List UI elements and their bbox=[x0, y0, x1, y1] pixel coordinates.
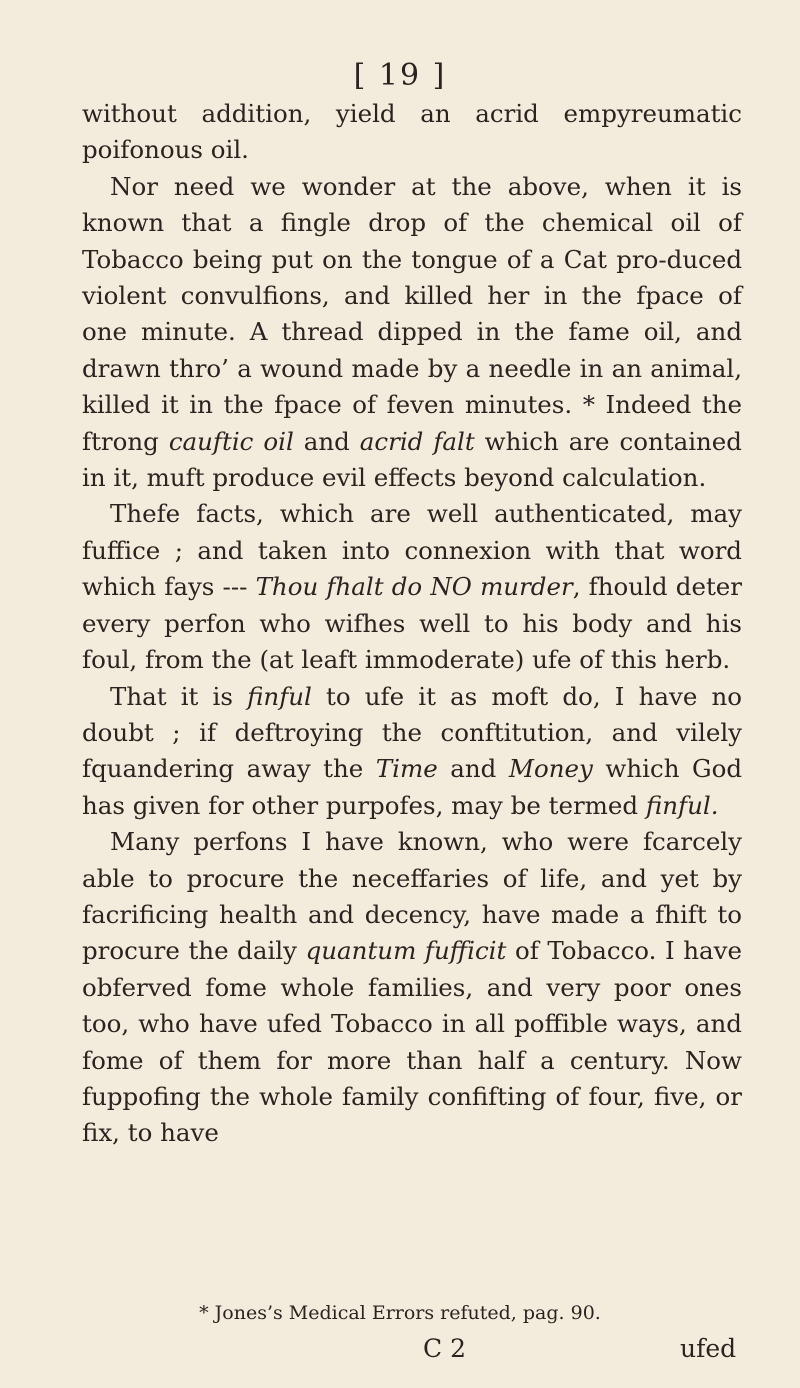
paragraph-5-seg-2: of Tobacco. I have obferved fome whole families, and very poor ones too, who have ufed Tobacco in all poffible ways, and fome of them for more than half a century. Now fuppofing the whole family confifting of four, five, or fix, to have bbox=[82, 936, 742, 1148]
signature-mark: C 2 bbox=[423, 1334, 466, 1363]
paragraph-2 bbox=[82, 169, 742, 497]
paragraph-3-seg-1: Thou fhalt do NO murder bbox=[255, 572, 573, 602]
paragraph-2-seg-2: and bbox=[293, 426, 360, 456]
paragraph-5-seg-0: Many perfons I have known, who were fcarcely able to procure the neceffaries of life, and yet by facrificing health and decency, have made a fhift to procure the daily bbox=[82, 827, 742, 966]
paragraph-4-seg-4: and bbox=[437, 754, 509, 784]
paragraph-4-seg-1: finful bbox=[247, 681, 312, 711]
paragraph-2-seg-3: acrid falt bbox=[359, 426, 475, 456]
paragraph-4-seg-5: Money bbox=[508, 754, 593, 784]
paragraph-1 bbox=[82, 96, 742, 169]
paragraph-4-seg-3: Time bbox=[375, 754, 438, 784]
paragraph-2-seg-4: which are contained in it, muft produce evil effects beyond calculation. bbox=[82, 426, 742, 493]
paragraph-3 bbox=[82, 496, 742, 678]
paragraph-5 bbox=[82, 824, 742, 1152]
footnote: * Jones’s Medical Errors refuted, pag. 90. bbox=[199, 1302, 601, 1324]
paragraph-4-seg-6: which God has given for other purpofes, may be termed bbox=[82, 754, 742, 820]
paragraph-3-seg-2: , fhould deter every perfon who wifhes well to his body and his foul, from the (at leaft immoderate) ufe of this herb. bbox=[82, 572, 743, 675]
catchword: ufed bbox=[680, 1334, 737, 1363]
paragraph-5-seg-1: quantum fufficit bbox=[305, 936, 507, 966]
paragraph-2-seg-0: Nor need we wonder at the above, when it is known that a fingle drop of the chemical oil of Tobacco being put on the tongue of a Cat pro-duced violent convulfions, and killed her in the fpace of one minute. A thread dipped in the fame oil, and drawn thro’ a wound made by a needle in an animal, killed it in the fpace of feven minutes. * Indeed the ftrong bbox=[82, 171, 742, 456]
paragraph-4-seg-7: finful. bbox=[645, 790, 719, 820]
paragraph-2-seg-1: cauftic oil bbox=[168, 426, 294, 456]
paragraph-3-seg-0: Thefe facts, which are well authenticated, may fuffice ; and taken into connexion with that word which fays --- bbox=[82, 499, 742, 602]
paragraph-4 bbox=[82, 679, 742, 825]
page-header: [ 19 ] bbox=[353, 58, 447, 93]
body-text bbox=[82, 96, 742, 1152]
paragraph-1-seg-0: without addition, yield an acrid empyreumatic poifonous oil. bbox=[82, 99, 742, 165]
paragraph-4-seg-0: That it is bbox=[110, 681, 248, 711]
paragraph-4-seg-2: to ufe it as moft do, I have no doubt ; if deftroying the conftitution, and vilely fquandering away the bbox=[82, 681, 742, 784]
